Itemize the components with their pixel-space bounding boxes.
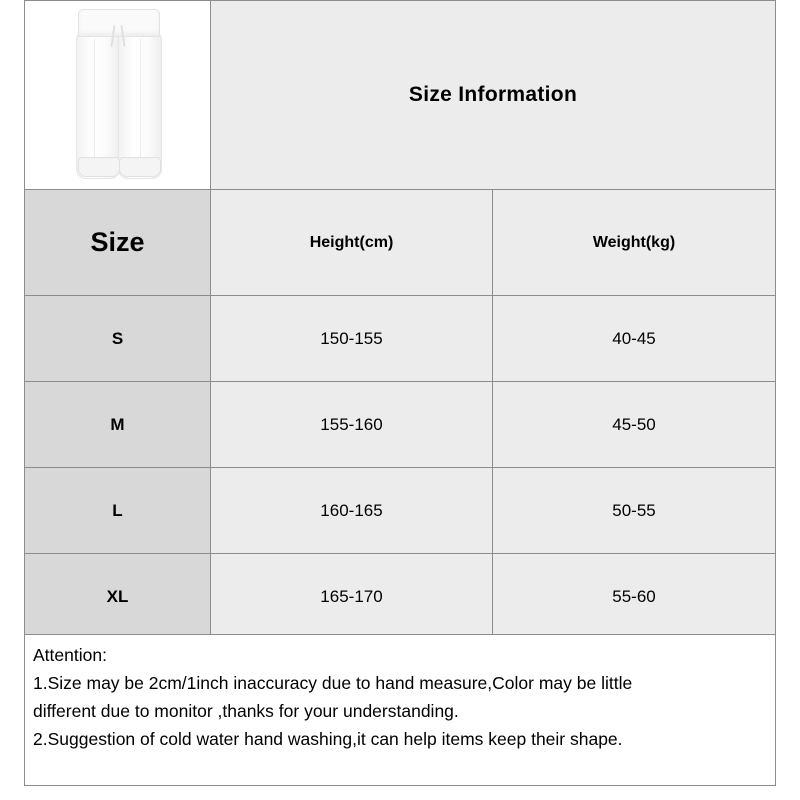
table-row — [25, 296, 775, 382]
pants-waistband — [78, 9, 160, 37]
cell-height: 155-160 — [211, 382, 493, 467]
cell-weight: 40-45 — [493, 296, 775, 381]
cell-height: 165-170 — [211, 554, 493, 639]
table-column-headers — [25, 190, 775, 296]
pants-right-cuff — [119, 157, 161, 177]
cell-weight: 45-50 — [493, 382, 775, 467]
attention-heading: Attention: — [33, 645, 107, 665]
table-header-band — [25, 1, 775, 190]
joggers-illustration-icon — [70, 9, 166, 177]
column-header-size: Size — [25, 190, 211, 295]
page-title: Size Information — [211, 1, 775, 189]
cell-height: 150-155 — [211, 296, 493, 381]
attention-line-2: different due to monitor ,thanks for your understanding. — [33, 701, 459, 721]
cell-size: S — [25, 296, 211, 381]
cell-height: 160-165 — [211, 468, 493, 553]
product-image — [25, 1, 211, 189]
attention-line-3: 2.Suggestion of cold water hand washing,it can help items keep their shape. — [33, 729, 623, 749]
pants-crease-left — [94, 39, 95, 157]
table-row — [25, 554, 775, 640]
table-row — [25, 468, 775, 554]
column-header-height: Height(cm) — [211, 190, 493, 295]
cell-size: L — [25, 468, 211, 553]
table-row — [25, 382, 775, 468]
attention-note — [24, 634, 776, 786]
pants-crease-right — [140, 39, 141, 157]
attention-line-1: 1.Size may be 2cm/1inch inaccuracy due to hand measure,Color may be little — [33, 673, 633, 693]
cell-weight: 55-60 — [493, 554, 775, 639]
cell-weight: 50-55 — [493, 468, 775, 553]
cell-size: XL — [25, 554, 211, 639]
cell-size: M — [25, 382, 211, 467]
pants-left-cuff — [78, 157, 120, 177]
size-information-table — [24, 0, 776, 634]
column-header-weight: Weight(kg) — [493, 190, 775, 295]
